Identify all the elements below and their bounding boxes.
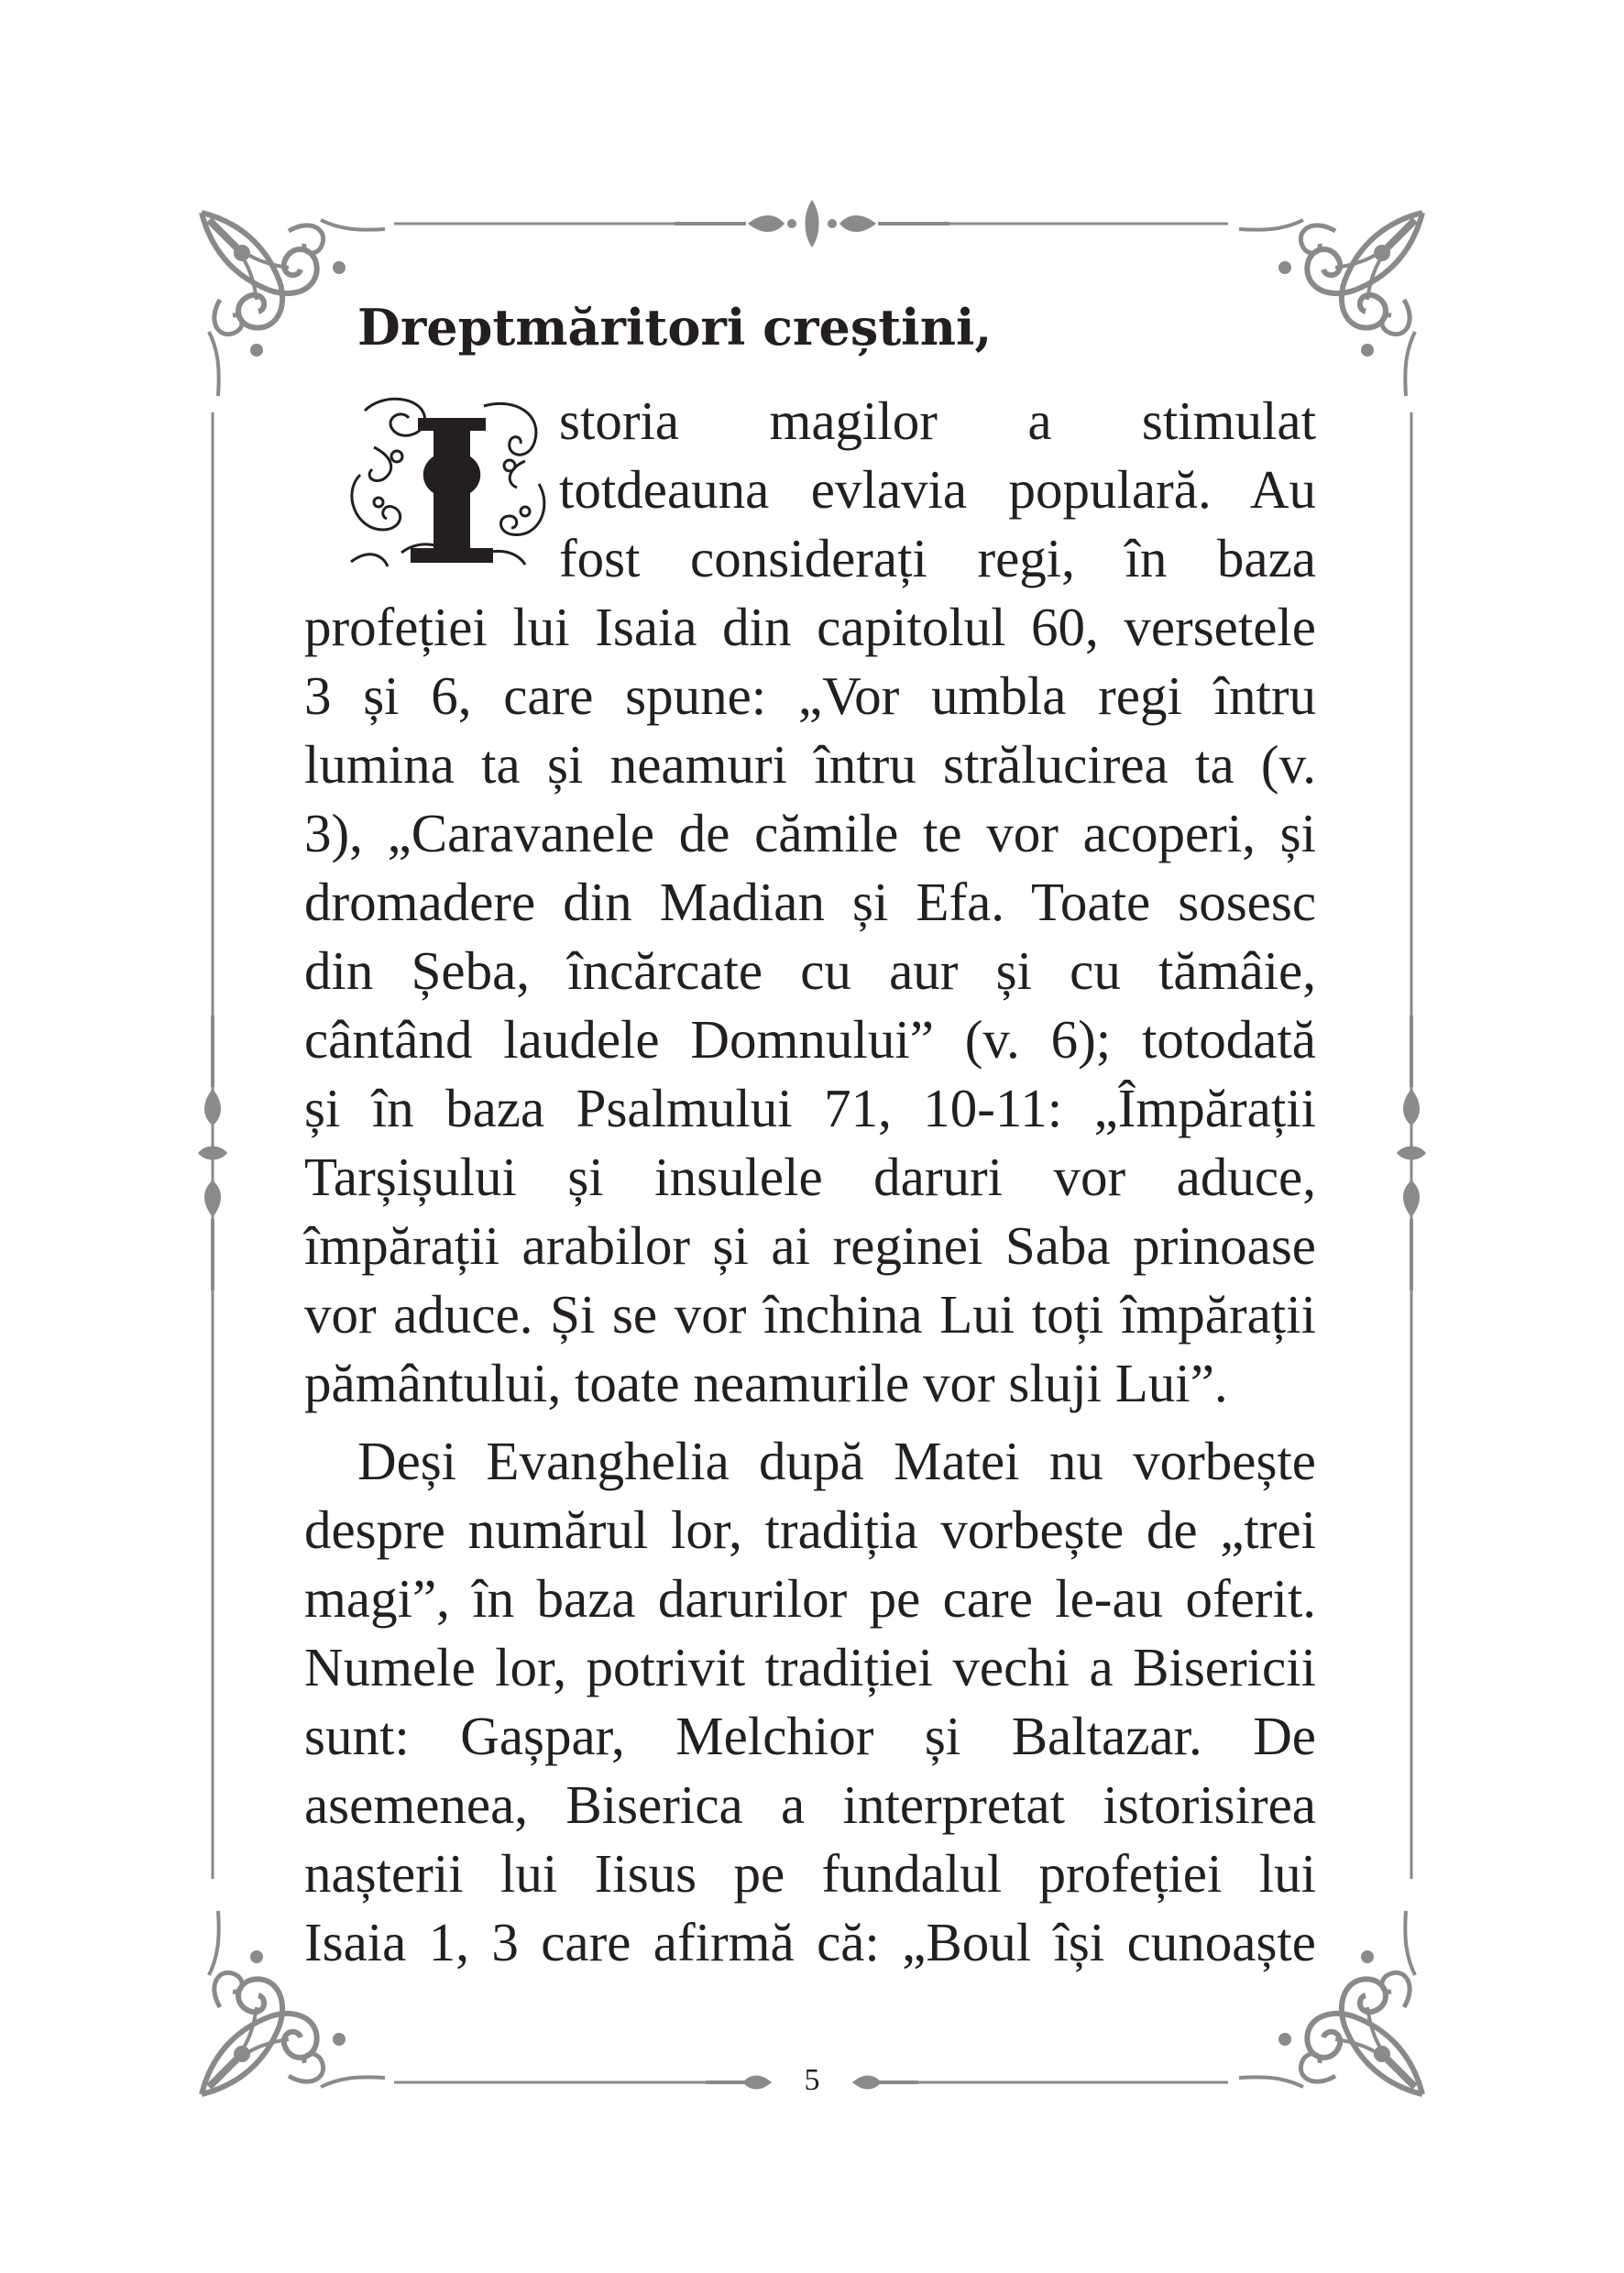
text-line: despre numărul lor, tradiția vorbește de „trei <box>304 1499 1316 1560</box>
text-line: pământului, toate neamurile vor sluji Lui”. <box>304 1353 1228 1413</box>
text-line: asemenea, Biserica a interpretat istorisirea <box>304 1774 1316 1835</box>
text-line: sunt: Gașpar, Melchior și Baltazar. De <box>304 1706 1316 1766</box>
text-line: vor aduce. Și se vor închina Lui toți împărații <box>304 1284 1316 1345</box>
fleur-ornament-icon <box>675 200 949 247</box>
text-line: storia magilor a stimulat <box>559 390 1316 451</box>
text-line: din Șeba, încărcate cu aur și cu tămâie, <box>304 940 1316 1001</box>
text-line: magi”, în baza darurilor pe care le-au oferit. <box>304 1568 1316 1629</box>
fleur-ornament-icon <box>198 1016 227 1290</box>
text-line: nașterii lui Iisus pe fundalul profeției lui <box>304 1843 1316 1904</box>
text-line: Numele lor, potrivit tradiției vechi a Bisericii <box>304 1637 1316 1697</box>
text-line: Deși Evanghelia după Matei nu vorbește <box>357 1431 1316 1491</box>
text-line: lumina ta și neamuri întru strălucirea ta (v. <box>304 734 1316 795</box>
text-line: 3), „Caravanele de cămile te vor acoperi, și <box>304 803 1316 863</box>
text-line: totdeauna evlavia populară. Au <box>559 459 1316 520</box>
fleur-ornament-icon <box>1397 1016 1426 1290</box>
text-line: profeției lui Isaia din capitolul 60, versetele <box>304 597 1316 657</box>
illuminated-initial-icon <box>346 392 554 576</box>
text-line: și în baza Psalmului 71, 10-11: „Împărații <box>304 1078 1316 1138</box>
text-line: Isaia 1, 3 care afirmă că: „Boul își cunoaște <box>304 1912 1316 1972</box>
page-heading: Dreptmăritori creștini, <box>357 298 993 357</box>
text-line: cântând laudele Domnului” (v. 6); totodată <box>304 1009 1316 1070</box>
corner-flourish-icon <box>1239 213 1422 396</box>
text-line: împărații arabilor și ai reginei Saba prinoase <box>304 1215 1316 1276</box>
page-number: 5 <box>804 2063 820 2097</box>
text-line: dromadere din Madian și Efa. Toate sosesc <box>304 872 1316 932</box>
text-line: Tarșișului și insulele daruri vor aduce, <box>304 1147 1316 1207</box>
text-line: 3 și 6, care spune: „Vor umbla regi întru <box>304 665 1316 726</box>
text-line: fost considerați regi, în baza <box>559 528 1316 588</box>
